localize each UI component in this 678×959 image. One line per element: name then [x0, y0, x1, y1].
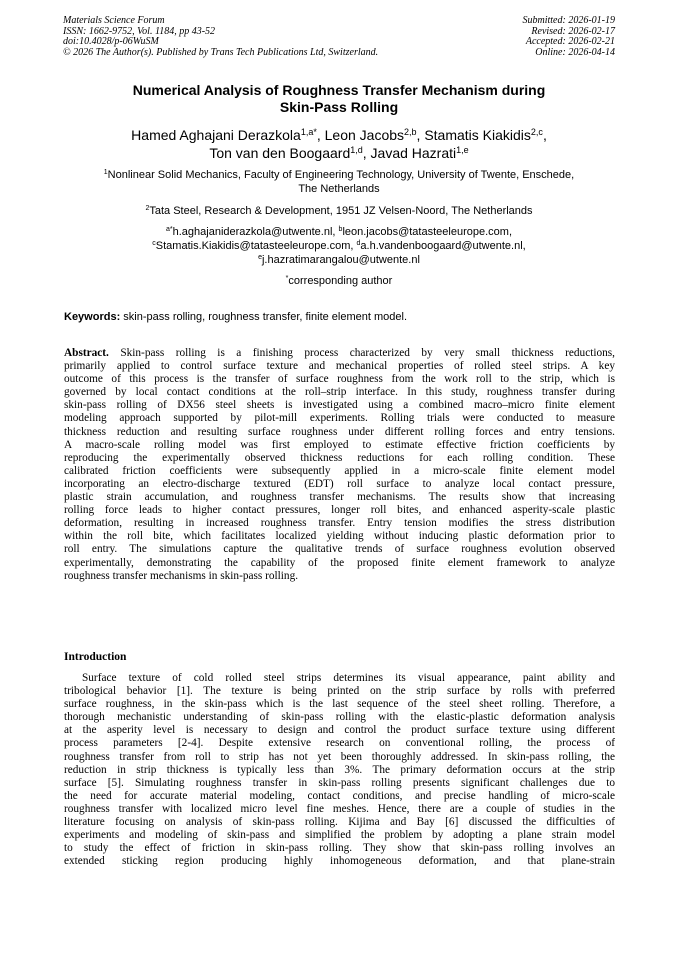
intro-line: Surface texture of cold rolled steel strips determines its visual appearance, paint ability and: [82, 672, 615, 684]
intro-line: thorough mechanistic understanding of skin-pass rolling with the elastic-plastic deformation analysis: [64, 711, 615, 724]
affiliation-1: [60, 168, 618, 196]
abstract-line: A macro-scale rolling model was first employed to estimate effective friction coefficients by: [64, 438, 615, 451]
intro-line: experiments and modeling of skin-pass and simplified the problem by adopting a plane strain model: [64, 829, 615, 842]
date-revised: Revised: 2026-02-17: [531, 25, 615, 37]
intro-line: surface roughness, in the skin-pass which is the last sequence of the steel sheet rolling. Therefore, a: [64, 698, 615, 711]
keywords-text: skin-pass rolling, roughness transfer, finite element model.: [120, 311, 408, 323]
publication-dates: [523, 16, 616, 58]
affiliation-marker: 2: [145, 205, 150, 212]
author-row: Ton van den Boogaard$^{1,d}$, Javad Hazrati$^{1,e}$: [209, 145, 469, 161]
keywords: [64, 310, 616, 324]
intro-line: literature focusing on analysis of skin-pass rolling. Kijima and Bay [6] discussed the difficulties of: [64, 816, 615, 829]
intro-line: at the asperity level is necessary to design and control the product surface texture using different: [64, 724, 615, 737]
affiliation-text: Nonlinear Solid Mechanics, Faculty of Engineering Technology, University of Twente, Enschede,: [107, 169, 575, 181]
email-link[interactable]: h.aghajaniderazkola@utwente.nl: [172, 226, 333, 238]
author-name: Stamatis Kiakidis: [424, 127, 531, 143]
abstract-line: plastic strain accumulation, and roughness transfer mechanisms. The results show that increasing: [64, 491, 615, 504]
email-link[interactable]: Stamatis.Kiakidis@tatasteeleurope.com: [155, 240, 351, 252]
abstract-line: within the roll bite, which facilitates localized yielding without inducing plastic deformation prior to: [64, 530, 615, 543]
introduction-body: [64, 672, 615, 868]
abstract-label: Abstract.: [64, 347, 109, 359]
author-row: Hamed Aghajani Derazkola$^{1,a*}$, Leon Jacobs$^{2,b}$, Stamatis Kiakidis$^{2,c}$,: [131, 127, 547, 143]
email-link[interactable]: a.h.vandenboogaard@utwente.nl: [360, 240, 523, 252]
journal-copyright: © 2026 The Author(s). Published by Trans Tech Publications Ltd, Switzerland.: [63, 46, 379, 58]
affiliation-line: [60, 168, 618, 182]
intro-line: tribological behavior [1]. The texture is being printed on the strip surface by rolls with preferred: [64, 685, 615, 698]
corresponding-marker: *: [285, 275, 289, 282]
author-emails: [60, 225, 618, 267]
corresponding-author-note: [60, 274, 618, 288]
intro-line: reduction in strip thickness is typically less than 3%. The primary deformation occurs at the strip: [64, 763, 615, 776]
intro-line: surface [5]. Simulating roughness transfer in skin-pass rolling presents significant challenges due to: [64, 776, 615, 789]
email-line: [60, 253, 618, 267]
paper-title: [60, 82, 618, 116]
author-affiliation-marker: 1,e: [456, 145, 469, 155]
abstract-line: calibrated friction coefficients were subsequently applied in a micro-scale finite element model: [64, 464, 615, 477]
abstract: [64, 347, 615, 583]
abstract-line: roughness transfer mechanisms in skin-pass rolling.: [64, 569, 299, 582]
author-name: Javad Hazrati: [370, 145, 457, 161]
email-line: $^c$Stamatis.Kiakidis@tatasteeleurope.com, $^d$a.h.vandenboogaard@utwente.nl,: [152, 240, 526, 252]
journal-name: Materials Science Forum: [63, 15, 165, 26]
email-marker: e: [258, 254, 262, 261]
abstract-line: reproducing the experimentally observed thickness reductions for each rolling condition. These: [64, 451, 615, 464]
journal-info: [63, 16, 378, 58]
abstract-line: outcome of this process is the transfer of surface roughness from the work roll to the strip, which is: [64, 373, 615, 386]
intro-line: to study the effect of friction in skin-pass rolling. They show that skin-pass rolling involves an: [64, 842, 615, 855]
abstract-text: Skin-pass rolling is a finishing process characterized by very small thickness reductions,: [108, 347, 615, 359]
email-marker: d: [356, 240, 361, 247]
affiliation-line: The Netherlands: [298, 183, 380, 195]
intro-line: extended sticking region producing highly inhomogeneous deformation, and that plane-strain: [64, 855, 615, 868]
abstract-line: [64, 347, 615, 360]
date-submitted: Submitted: 2026-01-19: [522, 15, 615, 26]
title-line: Skin-Pass Rolling: [279, 99, 399, 115]
abstract-line: deformation, resulting in increased roughness transfer. Entry tension modifies the stress distribution: [64, 517, 615, 530]
abstract-line: experimentally, demonstrating the capability of the proposed finite element framework to analyze: [64, 556, 615, 569]
abstract-line: thickness reduction and resulting surface roughness under different rolling forces and entry tensions.: [64, 425, 615, 438]
title-line: Numerical Analysis of Roughness Transfer Mechanism during: [132, 82, 546, 98]
journal-doi[interactable]: doi:10.4028/p-06WuSM: [63, 36, 159, 48]
author-name: Ton van den Boogaard: [209, 145, 351, 161]
email-link[interactable]: j.hazratimarangalou@utwente.nl: [261, 254, 420, 266]
author-affiliation-marker: 2,b: [404, 127, 417, 137]
intro-line: process parameters [2-4]. Despite extensive research on conventional rolling, the process of: [64, 737, 615, 750]
abstract-line: skin-pass rolling of DX56 steel sheets is investigated using a combined macro–micro finite element: [64, 399, 615, 412]
abstract-line: roll entry. The simulations capture the qualitative trends of surface roughness evolution observed: [64, 543, 615, 556]
keywords-label: Keywords:: [64, 311, 121, 323]
abstract-line: incorporating an electro-discharge textured (EDT) roll surface to analyze local contact pressure,: [64, 477, 615, 490]
intro-line: the need for accurate material modeling, contact conditions, and precise handling of micro-scale: [64, 789, 615, 802]
abstract-line: rolling force leads to higher contact pressures, longer roll bites, and enhanced asperity-scale plastic: [64, 504, 615, 517]
journal-issn: ISSN: 1662-9752, Vol. 1184, pp 43-52: [63, 25, 216, 37]
abstract-line: primarily applied to control surface texture and mechanical properties of rolled steel strips. A key: [64, 360, 615, 373]
section-heading-introduction: Introduction: [64, 651, 127, 663]
corresponding-line: [60, 274, 618, 288]
email-line: $^{a*}$h.aghajaniderazkola@utwente.nl, $^b$leon.jacobs@tatasteeleurope.com,: [166, 226, 512, 238]
email-marker: a*: [166, 226, 173, 233]
affiliation-marker: 1: [103, 169, 108, 176]
author-name: Hamed Aghajani Derazkola: [131, 127, 301, 143]
affiliation-line: [60, 204, 618, 218]
email-marker: c: [152, 240, 156, 247]
abstract-line: governed by local contact conditions at the roll–strip interface. In this study, roughness transfer during: [64, 386, 615, 399]
abstract-line: modeling approach supported by pilot-mill experiments. Rolling trials were conducted to measure: [64, 412, 615, 425]
author-name: Leon Jacobs: [324, 127, 405, 143]
intro-line: roughness transfer with localized micro level fine meshes. Hence, there are a couple of studies in the: [64, 802, 615, 815]
intro-line: roughness transfer from roll to strip has not yet been thoroughly addressed. In skin-pass rolling, the: [64, 750, 615, 763]
author-affiliation-marker: 1,a*: [300, 127, 317, 137]
affiliation-2: [60, 204, 618, 218]
email-marker: b: [338, 226, 343, 233]
author-affiliation-marker: 2,c: [530, 127, 543, 137]
date-accepted: Accepted: 2026-02-21: [525, 36, 615, 48]
affiliation-text: Tata Steel, Research & Development, 1951 JZ Velsen-Noord, The Netherlands: [149, 205, 533, 217]
email-link[interactable]: leon.jacobs@tatasteeleurope.com: [342, 226, 509, 238]
date-online: Online: 2026-04-14: [535, 46, 615, 58]
author-affiliation-marker: 1,d: [350, 145, 363, 155]
corresponding-text: corresponding author: [288, 275, 393, 287]
author-list: [60, 126, 618, 162]
